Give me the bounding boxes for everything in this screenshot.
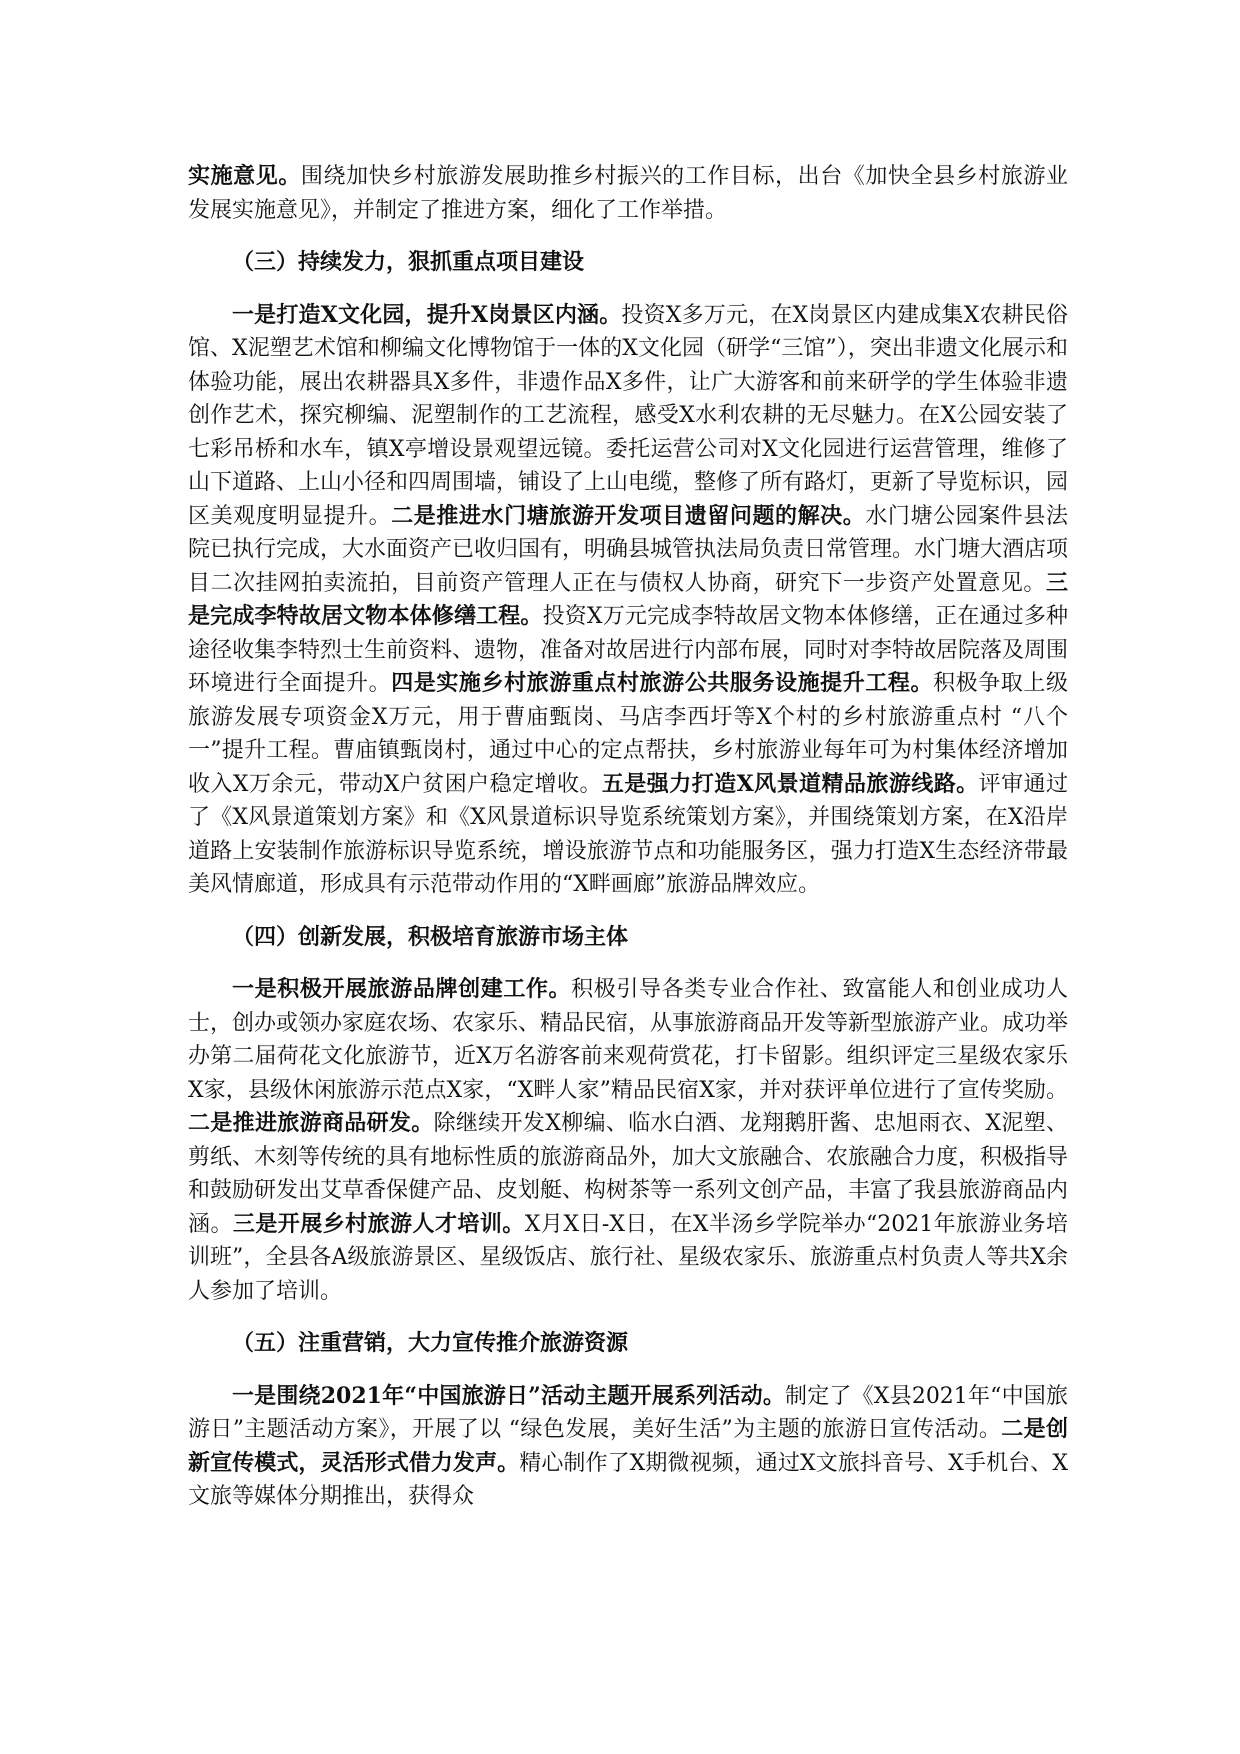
paragraph-marketing <box>188 1380 1068 1514</box>
section-heading-4: （四）创新发展，积极培育旅游市场主体 <box>232 923 629 950</box>
body-text: 评审通过了《X风景道策划方案》和《X风景道标识导览系统策划方案》，并围绕策划方案，在X沿岸道路上安装制作旅游标识导览系统，增设旅游节点和功能服务区，强力打造X生态经济带最美风情廊道，形成具有示范带动作用的“X畔画廊”旅游品牌效应。 <box>188 771 1068 897</box>
paragraph-market-entities <box>188 973 1068 1308</box>
bold-lead: 一是积极开展旅游品牌创建工作。 <box>232 976 572 1002</box>
bold-lead: 三是开展乡村旅游人才培训。 <box>232 1210 525 1237</box>
bold-lead: 二是推进水门塘旅游开发项目遗留问题的解决。 <box>391 502 866 529</box>
paragraph-implementation-opinions <box>188 160 1068 227</box>
section-heading-3: （三）持续发力，狠抓重点项目建设 <box>232 249 585 275</box>
body-text: 围绕加快乡村旅游发展助推乡村振兴的工作目标，出台《加快全县乡村旅游业发展实施意见》，并制定了推进方案，细化了工作举措。 <box>188 164 1068 223</box>
paragraph-key-projects <box>188 299 1068 902</box>
section-heading-5: （五）注重营销，大力宣传推介旅游资源 <box>232 1330 629 1356</box>
body-text: 投资X万元完成李特故居文物本体修缮，正在通过多种途径收集李特烈士生前资料、遗物，准备对故居进行内部布展，同时对李特故居院落及周围环境进行全面提升。 <box>188 604 1069 696</box>
bold-lead: 三是完成李特故居文物本体修缮工程。 <box>188 569 1068 629</box>
bold-lead: 二是推进旅游商品研发。 <box>188 1110 434 1136</box>
document-body <box>188 160 1068 1514</box>
bold-lead: 五是强力打造X风景道精品旅游线路。 <box>601 770 979 797</box>
body-text: 除继续开发X柳编、临水白酒、龙翔鹅肝酱、忠旭雨衣、X泥塑、剪纸、木刻等传统的具有地标性质的旅游商品外，加大文旅融合、农旅融合力度，积极指导和鼓励研发出艾草香保健产品、皮划艇、构树茶等一系列文创产品，丰富了我县旅游商品内涵。 <box>188 1111 1069 1237</box>
body-text: 积极争取上级旅游发展专项资金X万元，用于曹庙甄岗、马店李西圩等X个村的乡村旅游重点村 “八个一”提升工程。曹庙镇甄岗村，通过中心的定点帮扶，乡村旅游业每年可为村集体经济增加收入X万余元，带动X户贫困户稳定增收。 <box>188 671 1068 797</box>
bold-lead: 一是围绕2021年“中国旅游日”活动主题开展系列活动。 <box>232 1382 786 1409</box>
bold-lead: 二是创新宣传模式，灵活形式借力发声。 <box>188 1416 1068 1476</box>
bold-lead: 实施意见。 <box>188 163 301 189</box>
body-text: 制定了《X县2021年“中国旅游日”主题活动方案》，开展了以 “绿色发展，美好生活”为主题的旅游日宣传活动。 <box>188 1383 1068 1442</box>
body-text: 精心制作了X期微视频，通过X文旅抖音号、X手机台、X文旅等媒体分期推出，获得众 <box>188 1450 1068 1509</box>
body-text: 水门塘公园案件县法院已执行完成，大水面资产已收归国有，明确县城管执法局负责日常管理。水门塘大酒店项目二次挂网拍卖流拍，目前资产管理人正在与债权人协商，研究下一步资产处置意见。 <box>188 503 1069 596</box>
body-text: 投资X多万元，在X岗景区内建成集X农耕民俗馆、X泥塑艺术馆和柳编文化博物馆于一体的X文化园（研学“三馆”），突出非遗文化展示和体验功能，展出农耕器具X多件，非遗作品X多件，让广大游客和前来研学的学生体验非遗创作艺术，探究柳编、泥塑制作的工艺流程，感受X水利农耕的无尽魅力。在X公园安装了七彩吊桥和水车，镇X亭增设景观望远镜。委托运营公司对X文化园进行运营管理，维修了山下道路、上山小径和四周围墙，铺设了上山电缆，整修了所有路灯，更新了导览标识，园区美观度明显提升。 <box>188 302 1069 529</box>
body-text: 积极引导各类专业合作社、致富能人和创业成功人士，创办或领办家庭农场、农家乐、精品民宿，从事旅游商品开发等新型旅游产业。成功举办第二届荷花文化旅游节，近X万名游客前来观荷赏花，打卡留影。组织评定三星级农家乐X家，县级休闲旅游示范点X家，“X畔人家”精品民宿X家，并对获评单位进行了宣传奖励。 <box>188 977 1069 1103</box>
bold-lead: 一是打造X文化园，提升X岗景区内涵。 <box>232 301 622 328</box>
bold-lead: 四是实施乡村旅游重点村旅游公共服务设施提升工程。 <box>391 670 934 696</box>
body-text: X月X日-X日，在X半汤乡学院举办“2021年旅游业务培训班”，全县各A级旅游景区、星级饭店、旅行社、星级农家乐、旅游重点村负责人等共X余人参加了培训。 <box>188 1211 1068 1304</box>
